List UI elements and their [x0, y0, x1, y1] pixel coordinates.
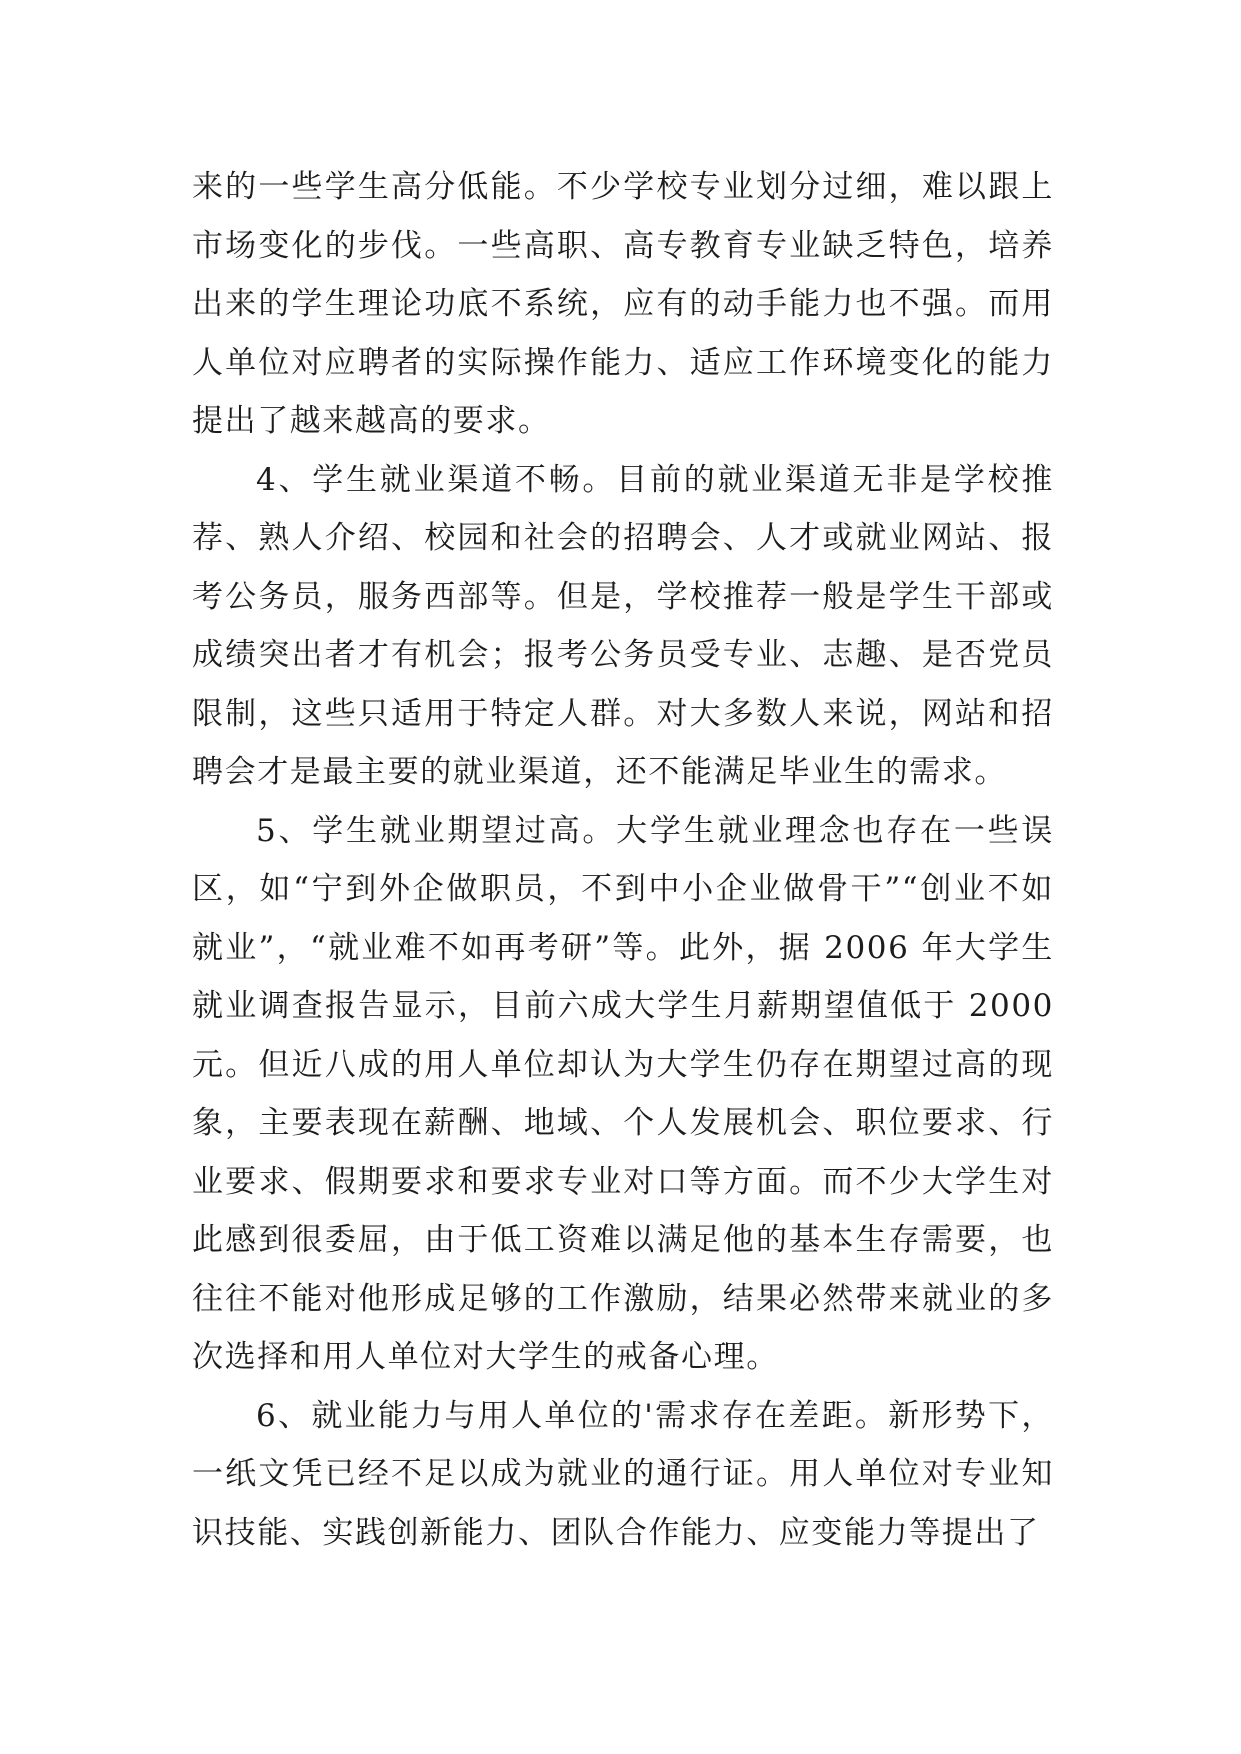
paragraph-4-employment-channels: 4、学生就业渠道不畅。目前的就业渠道无非是学校推荐、熟人介绍、校园和社会的招聘会、人才或就业网站、报考公务员，服务西部等。但是，学校推荐一般是学生干部或成绩突出者才有机会；报考公务员受专业、志趣、是否党员限制，这些只适用于特定人群。对大多数人来说，网站和招聘会才是最主要的就业渠道，还不能满足毕业生的需求。: [192, 461, 1054, 790]
paragraph-continued: 来的一些学生高分低能。不少学校专业划分过细，难以跟上市场变化的步伐。一些高职、高专教育专业缺乏特色，培养出来的学生理论功底不系统，应有的动手能力也不强。而用人单位对应聘者的实际操作能力、适应工作环境变化的能力提出了越来越高的要求。: [192, 169, 1054, 439]
paragraph-5-employment-expectations: 5、学生就业期望过高。大学生就业理念也存在一些误区，如“宁到外企做职员，不到中小企业做骨干”“创业不如就业”，“就业难不如再考研”等。此外，据 2006 年大学生就业调查报告显示，目前六成大学生月薪期望值低于 2000 元。但近八成的用人单位却认为大学生仍存在期望过高的现象，主要表现在薪酬、地域、个人发展机会、职位要求、行业要求、假期要求和要求专业对口等方面。而不少大学生对此感到很委屈，由于低工资难以满足他的基本生存需要，也往往不能对他形成足够的工作激励，结果必然带来就业的多次选择和用人单位对大学生的戒备心理。: [192, 812, 1066, 1375]
document-body: [192, 158, 1066, 1562]
paragraph-6-employability-gap: 6、就业能力与用人单位的'需求存在差距。新形势下，一纸文凭已经不足以成为就业的通行证。用人单位对专业知识技能、实践创新能力、团队合作能力、应变能力等提出了: [192, 1397, 1054, 1551]
